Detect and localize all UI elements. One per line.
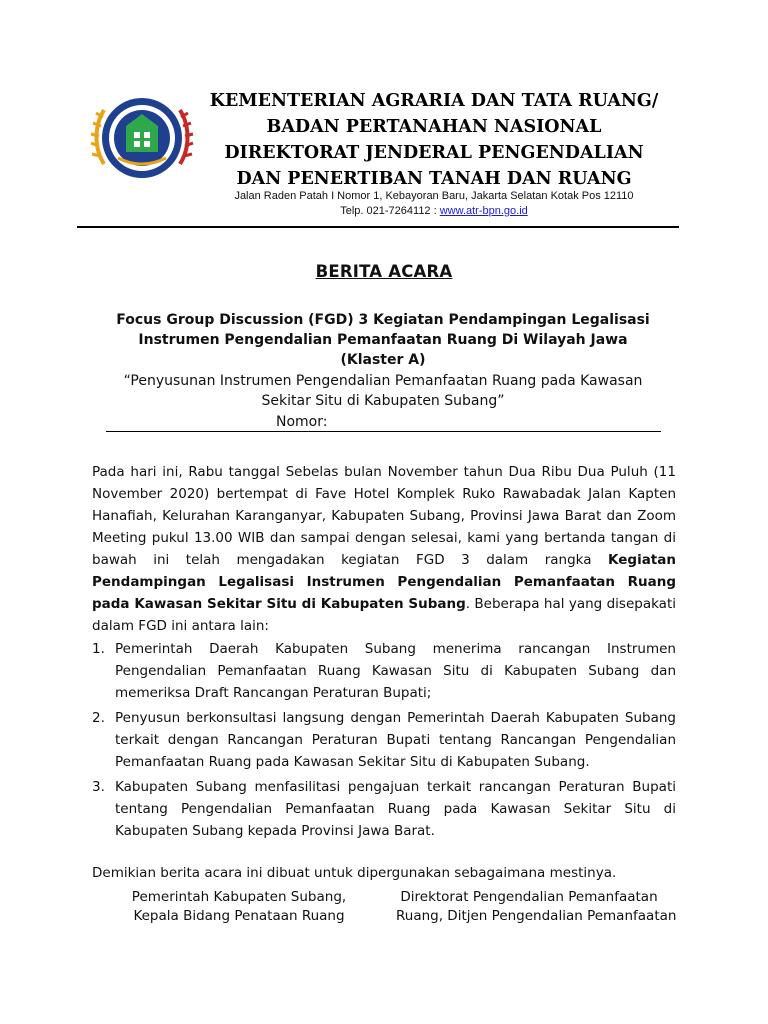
- signature-block-left: [128, 888, 350, 926]
- address-line: Jalan Raden Patah I Nomor 1, Kebayoran Baru, Jakarta Selatan Kotak Pos 12110: [234, 190, 634, 202]
- signature-line: Pemerintah Kabupaten Subang,: [131, 889, 347, 905]
- closing-statement: Demikian berita acara ini dibuat untuk dipergunakan sebagaimana mestinya.: [92, 865, 617, 881]
- document-number-label: Nomor:: [276, 414, 328, 430]
- theme-line: Sekitar Situ di Kabupaten Subang”: [261, 393, 505, 409]
- subject-line: (Klaster A): [340, 352, 426, 368]
- agreement-list: [92, 638, 676, 845]
- item-text: Pemerintah Daerah Kabupaten Subang menerima rancangan Instrumen Pengendalian Pemanfaatan Ruang Kawasan Situ di Kabupaten Subang dan memeriksa Draft Rancangan Peraturan Bupati;: [115, 641, 676, 701]
- document-theme: [100, 371, 666, 411]
- item-text: Kabupaten Subang menfasilitasi pengajuan terkait rancangan Peraturan Bupati tentang Pengendalian Pemanfaatan Ruang pada Kawasan Sekitar Situ di Kabupaten Subang kepada Provinsi Jawa Barat.: [115, 779, 676, 839]
- document-subject: [100, 310, 666, 370]
- website-link[interactable]: www.atr-bpn.go.id: [439, 205, 528, 217]
- phone-text: Telp. 021-7264112 :: [340, 205, 440, 217]
- letterhead-heading: [196, 88, 672, 192]
- intro-bold-text: Kegiatan Pendampingan Legalisasi Instrumen Pengendalian Pemanfaatan Ruang pada Kawasan Sekitar Situ di Kabupaten Subang: [92, 552, 676, 612]
- signature-line: Ruang, Ditjen Pengendalian Pemanfaatan: [396, 908, 677, 924]
- signature-line: Direktorat Pengendalian Pemanfaatan: [400, 889, 658, 905]
- item-number: 2.: [92, 710, 105, 726]
- contact-line: [196, 204, 672, 219]
- letterhead-line: DAN PENERTIBAN TANAH DAN RUANG: [236, 169, 632, 189]
- letterhead-line: BADAN PERTANAHAN NASIONAL: [266, 117, 602, 137]
- theme-line: “Penyusunan Instrumen Pengendalian Pemanfaatan Ruang pada Kawasan: [123, 373, 643, 389]
- letterhead-line: KEMENTERIAN AGRARIA DAN TATA RUANG/: [209, 91, 659, 111]
- list-item: [92, 776, 676, 842]
- subject-line: Focus Group Discussion (FGD) 3 Kegiatan Pendampingan Legalisasi: [116, 312, 650, 328]
- list-item: [92, 707, 676, 773]
- letterhead-divider: [77, 226, 679, 228]
- signature-line: Kepala Bidang Penataan Ruang: [133, 908, 345, 924]
- item-text: Penyusun berkonsultasi langsung dengan Pemerintah Daerah Kabupaten Subang terkait dengan Rancangan Peraturan Bupati tentang Rancangan Pengendalian Pemanfaatan Ruang pada Kawasan Sekitar Situ di Kabupaten Subang.: [115, 710, 676, 770]
- intro-text: Pada hari ini, Rabu tanggal Sebelas bulan November tahun Dua Ribu Dua Puluh (11 November 2020) bertempat di Fave Hotel Komplek Ruko Rawabadak Jalan Kapten Hanafiah, Kelurahan Karanganyar, Kabupaten Subang, Provinsi Jawa Barat dan Zoom Meeting pukul 13.00 WIB dan sampai dengan selesai, kami yang bertanda tangan di bawah ini telah mengadakan kegiatan FGD 3 dalam rangka: [92, 464, 676, 568]
- number-underline: [106, 431, 661, 432]
- item-number: 3.: [92, 779, 105, 795]
- item-number: 1.: [92, 641, 105, 657]
- intro-paragraph: [92, 461, 676, 637]
- document-title: BERITA ACARA: [315, 262, 453, 281]
- letterhead-line: DIREKTORAT JENDERAL PENGENDALIAN: [224, 143, 644, 163]
- list-item: [92, 638, 676, 704]
- signature-block-right: [396, 888, 677, 926]
- subject-line: Instrumen Pengendalian Pemanfaatan Ruang Di Wilayah Jawa: [138, 332, 628, 348]
- letterhead-address: [196, 189, 672, 219]
- intro-tail-text: . Beberapa hal yang disepakati dalam FGD ini antara lain:: [92, 596, 676, 634]
- ministry-logo: [90, 86, 194, 190]
